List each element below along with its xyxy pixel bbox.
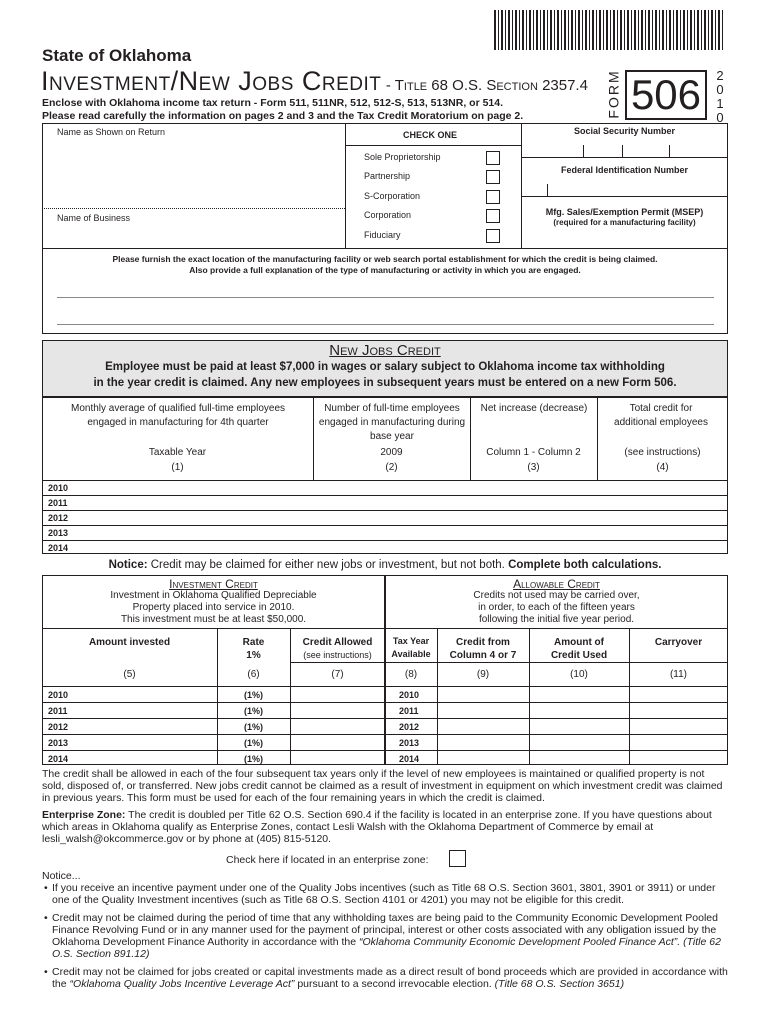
notice-bullet-1: • If you receive an incentive payment under one of the Quality Jobs incentives (such as Title 68 O.S. Section 3601, 3801, 3901 or 3911) or under one of the Quality Investment incentives (such as Title 68 O.S. Section 4101 or 4201) you may not be eligible for this credit. [44,882,716,906]
allowable-line-3: following the initial five year period. [478,614,635,625]
col9-header-a: Credit from [456,637,510,648]
col-number-10: (10) [570,669,588,680]
notice-line: Notice: Credit may be claimed for either new jobs or investment, but not both. Complete both calculations. [108,559,662,571]
new-jobs-heading: New Jobs Credit [329,342,441,359]
nj-row-year: 2013 [48,528,69,538]
notice-heading: Notice... [42,870,81,882]
msep-field[interactable] [522,230,727,246]
col7-header-a: Credit Allowed [302,637,373,648]
entity-partnership-checkbox[interactable] [486,170,500,184]
name-on-return-label: Name as Shown on Return [57,127,166,137]
notice-bullet-3: • Credit may not be claimed for jobs created or capital investments made as a direct result of bond proceeds which are provided in accordance with the “Oklahoma Quality Jobs Incentive Leverage Act” pursuant to a second irrevocable election. (Title 68 O.S. Section 3651) [44,966,728,990]
rate-cell: (1%) [243,754,263,764]
col-number-11: (11) [669,669,688,680]
enclose-instructions: Enclose with Oklahoma income tax return - Form 511, 511NR, 512, 512-S, 513, 513NR, or 514. [42,97,504,109]
barcode [494,10,724,50]
allow-row-year: 2014 [399,754,420,764]
allow-row-year: 2010 [399,690,420,700]
entity-sole-proprietorship-checkbox[interactable] [486,151,500,165]
inv-row-year: 2014 [48,754,69,764]
form-title [41,66,588,97]
allow-row-year: 2013 [399,738,420,748]
investment-heading: Investment Credit [169,577,258,591]
col8-header-b: Available [391,649,431,659]
col6-header-a: Rate [242,637,265,648]
col11-header: Carryover [654,637,703,648]
fein-field[interactable] [522,177,727,195]
col10-header-a: Amount of [554,637,604,648]
location-line-2[interactable] [57,308,714,324]
nj-col3-sub: Column 1 - Column 2 [486,447,581,458]
nj-row-year: 2010 [48,483,69,493]
subsequent-years-paragraph: The credit shall be allowed in each of the four subsequent tax years only if the level of new employees is maintained or qualified property is not sold, disposed of, or transferred. New jobs credit cannot be claimed as a result of investment in equipment on which investment credit was claimed in previous years. This form must be used for each of the four remaining years in which the credit is claimed. [42,768,723,804]
col-number-5: (5) [123,669,136,680]
msep-note: (required for a manufacturing facility) [553,218,696,227]
form-label: FORM [605,69,622,119]
rate-cell: (1%) [243,690,263,700]
fein-label: Federal Identification Number [560,165,689,175]
entity-s-corporation-checkbox[interactable] [486,190,500,204]
form-title-main: Investment/New Jobs Credit [41,66,382,96]
col-number-6: (6) [247,669,260,680]
tax-year: 2 0 1 0 [716,68,724,125]
nj-col1-sub: Taxable Year [148,447,207,458]
nj-col3-header: Net increase (decrease) [480,403,588,414]
col9-header-b: Column 4 or 7 [449,650,517,661]
col5-header: Amount invested [88,637,171,648]
new-jobs-sub-1: Employee must be paid at least $7,000 in wages or salary subject to Oklahoma income tax withholding [105,361,665,373]
rate-cell: (1%) [243,706,263,716]
entity-corporation-label: Corporation [364,210,412,220]
form-number-box [625,70,707,120]
col8-header-a: Tax Year [392,636,430,646]
nj-col-number-3: (3) [527,462,540,473]
nj-col2-sub: 2009 [380,447,403,458]
nj-col1-header: Monthly average of qualified full-time employees engaged in manufacturing for 4th quarter [71,403,285,428]
allow-row-year: 2012 [399,722,420,732]
enterprise-zone-checkbox[interactable] [449,850,466,867]
ssn-field[interactable] [522,138,727,156]
col6-header-b: 1% [246,650,261,661]
rate-cell: (1%) [243,738,263,748]
allowable-line-1: Credits not used may be carried over, [473,590,640,601]
nj-col-number-1: (1) [171,462,184,473]
read-instructions: Please read carefully the information on pages 2 and 3 and the Tax Credit Moratorium on page 2. [42,110,524,122]
nj-col-number-2: (2) [385,462,398,473]
msep-label: Mfg. Sales/Exemption Permit (MSEP) [545,207,704,217]
entity-partnership-label: Partnership [364,171,411,181]
investment-line-1: Investment in Oklahoma Qualified Depreciable [110,590,317,601]
entity-sole-proprietorship-label: Sole Proprietorship [364,152,441,162]
location-line-1[interactable] [57,281,714,297]
rate-cell: (1%) [243,722,263,732]
form-title-suffix: - Title 68 O.S. Section 2357.4 [385,77,588,94]
enterprise-zone-check-label: Check here if located in an enterprise zone: [226,854,429,866]
inv-row-year: 2010 [48,690,69,700]
nj-col4-sub: (see instructions) [624,447,701,458]
ssn-label: Social Security Number [573,126,676,136]
allow-row-year: 2011 [399,706,419,716]
notice-bullet-2: • Credit may not be claimed during the period of time that any withholding taxes are being paid to the Community Economic Development Pooled Finance Revolving Fund or in any manner used for the payment of principal, interest or other costs associated with any obligation issued by the Oklahoma Development Finance Authority in accordance with the “Oklahoma Community Economic Development Pooled Finance Act”. (Title 62 O.S. Section 891.12) [44,912,721,960]
check-one-label: CHECK ONE [403,130,458,140]
inv-row-year: 2013 [48,738,69,748]
nj-col2-header: Number of full-time employees engaged in manufacturing during base year [318,403,466,442]
col-number-8: (8) [404,669,418,680]
enterprise-zone-paragraph: Enterprise Zone: The credit is doubled per Title 62 O.S. Section 690.4 if the facility is located in an enterprise zone. If you have questions about which areas in Oklahoma qualify as Enterprise Zones, contact Lesli Walsh with the Oklahoma Department of Commerce by email at lesli_walsh@okcommerce.gov or by phone at (405) 815-5120. [42,809,712,845]
location-instructions-1: Please furnish the exact location of the manufacturing facility or web search portal establishment for which the credit is being claimed. [112,254,658,264]
business-name-label: Name of Business [57,213,131,223]
location-instructions-2: Also provide a full explanation of the type of manufacturing or activity in which you are engaged. [189,265,581,275]
nj-col4-header: Total credit for additional employees [614,403,708,428]
entity-s-corporation-label: S-Corporation [364,191,421,201]
allowable-heading: Allowable Credit [513,577,600,591]
nj-row-year: 2012 [48,513,69,523]
investment-line-2: Property placed into service in 2010. [132,602,295,613]
form-number: 506 [630,71,702,118]
name-on-return-field[interactable] [44,140,342,200]
col7-header-b: (see instructions) [303,650,372,660]
nj-row-year: 2011 [48,498,68,508]
nj-row-year: 2014 [48,543,69,553]
col10-header-b: Credit Used [550,650,608,661]
allowable-line-2: in order, to each of the fifteen years [478,602,635,613]
col-number-7: (7) [331,669,344,680]
new-jobs-sub-2: in the year credit is claimed. Any new employees in subsequent years must be entered on a new Form 506. [93,377,677,389]
entity-fiduciary-checkbox[interactable] [486,229,500,243]
entity-fiduciary-label: Fiduciary [364,230,401,240]
nj-col-number-4: (4) [656,462,669,473]
entity-corporation-checkbox[interactable] [486,209,500,223]
inv-row-year: 2012 [48,722,69,732]
business-name-field[interactable] [44,226,342,246]
investment-line-3: This investment must be at least $50,000. [120,614,307,625]
inv-row-year: 2011 [48,706,68,716]
state-title: State of Oklahoma [42,46,192,65]
col-number-9: (9) [476,669,490,680]
